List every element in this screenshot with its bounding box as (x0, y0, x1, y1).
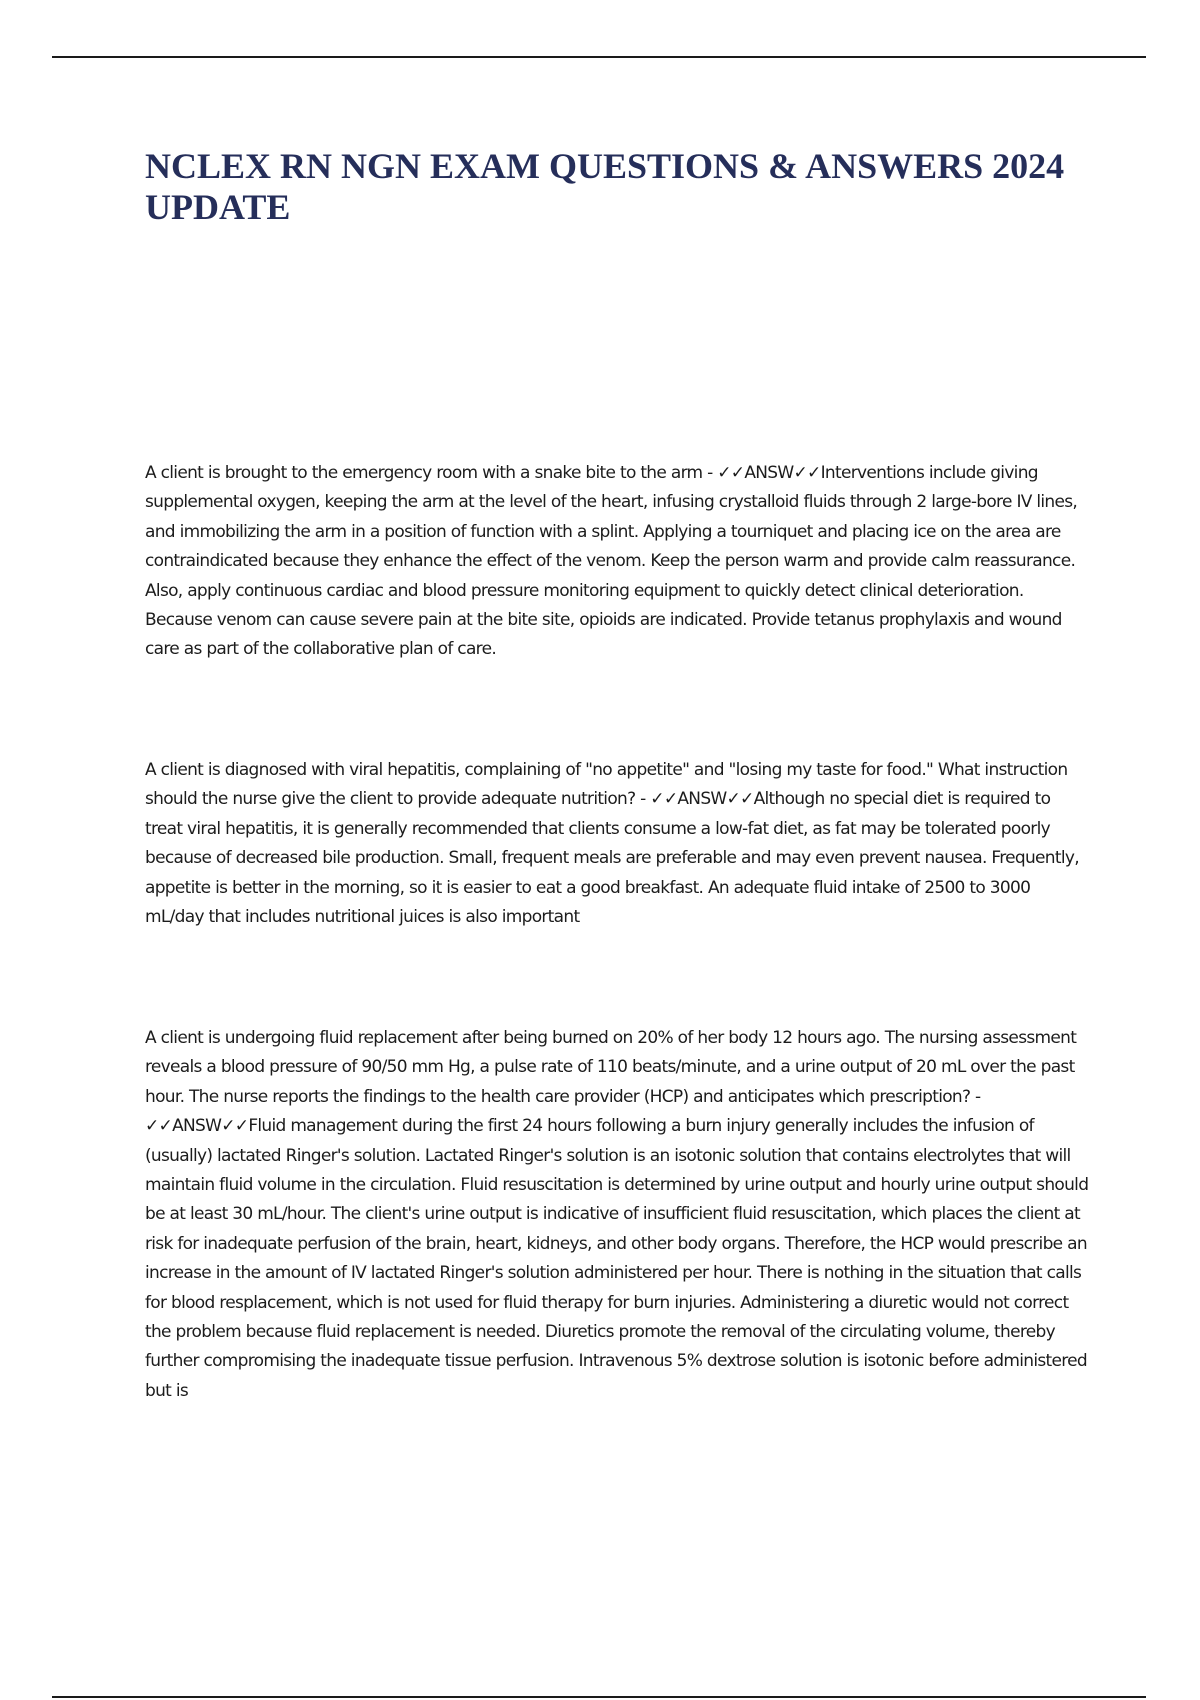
answer-text: Interventions include giving supplemental oxygen, keeping the arm at the level of the heart, infusing crystalloid fluids through 2 large-bore IV lines, and immobilizing the arm in a position of function with a splint. Applying a tourniquet and placing ice on the area are contraindicated because they enhance the effect of the venom. Keep the person warm and provide calm reassurance. Also, apply continuous cardiac and blood pressure monitoring equipment to quickly detect clinical deterioration. Because venom can cause severe pain at the bite site, opioids are indicated. Provide tetanus prophylaxis and wound care as part of the collaborative plan of care. (145, 463, 1078, 660)
qa-item (145, 459, 1090, 665)
question-separator: - (970, 1086, 981, 1107)
answer-text: Fluid management during the first 24 hours following a burn injury generally includes the infusion of (usually) lactated Ringer's solution. Lactated Ringer's solution is an isotonic solution that contains electrolytes that will maintain fluid volume in the circulation. Fluid resuscitation is determined by urine output and hourly urine output should be at least 30 mL/hour. The client's urine output is indicative of insufficient fluid resuscitation, which places the client at risk for inadequate perfusion of the brain, heart, kidneys, and other body organs. Therefore, the HCP would prescribe an increase in the amount of IV lactated Ringer's solution administered per hour. There is nothing in the situation that calls for blood resplacement, which is not used for fluid therapy for burn injuries. Administering a diuretic would not correct the problem because fluid replacement is needed. Diuretics promote the removal of the circulating volume, thereby further compromising the inadequate tissue perfusion. Intravenous 5% dextrose solution is isotonic before administered but is (145, 1116, 1089, 1401)
answer-marker: ✓✓ANSW✓✓ (145, 1116, 249, 1137)
answer-text: Although no special diet is required to treat viral hepatitis, it is generally recommended that clients consume a low-fat diet, as fat may be tolerated poorly because of decreased bile production. Small, frequent meals are preferable and may even prevent nausea. Frequently, appetite is better in the morning, so it is easier to eat a good breakfast. An adequate fluid intake of 2500 to 3000 mL/day that includes nutritional juices is also important (145, 789, 1079, 928)
answer-marker: ✓✓ANSW✓✓ (650, 789, 754, 810)
question-separator: - (702, 463, 718, 483)
document-title: NCLEX RN NGN EXAM QUESTIONS & ANSWERS 2024 UPDATE (145, 146, 1065, 227)
qa-item (145, 1024, 1090, 1406)
answer-marker: ✓✓ANSW✓✓ (717, 463, 821, 483)
qa-item (145, 756, 1090, 932)
question-text: A client is diagnosed with viral hepatitis, complaining of "no appetite" and "losing my taste for food." What instruction should the nurse give the client to provide adequate nutrition? (145, 760, 1068, 810)
question-separator: - (635, 789, 651, 810)
header-rule (52, 56, 1146, 58)
question-text: A client is brought to the emergency room with a snake bite to the arm (145, 463, 703, 483)
question-text: A client is undergoing fluid replacement after being burned on 20% of her body 12 hours ago. The nursing assessment reveals a blood pressure of 90/50 mm Hg, a pulse rate of 110 beats/minute, and a urine output of 20 mL over the past hour. The nurse reports the findings to the health care provider (HCP) and anticipates which prescription? (145, 1028, 1077, 1107)
footer-rule (52, 1696, 1146, 1698)
